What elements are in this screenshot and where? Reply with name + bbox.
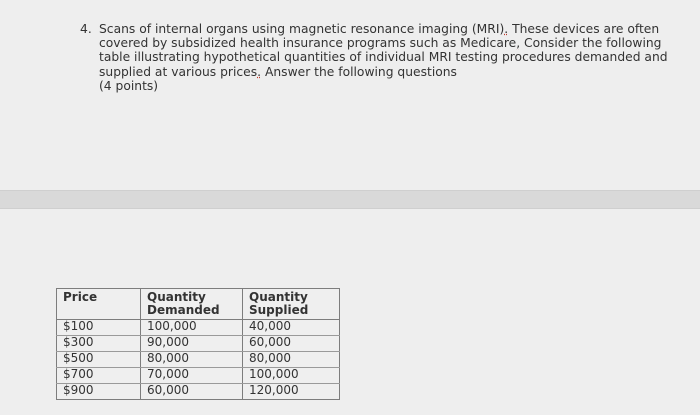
question-line-2-rest: Consider the following xyxy=(520,36,662,51)
question-points xyxy=(99,79,670,93)
cell-quantity-supplied: 40,000 xyxy=(243,320,340,336)
question-line-1 xyxy=(99,22,670,36)
question-line-4-rest: Answer the following questions xyxy=(261,64,457,79)
header-quantity-demanded: Quantity Demanded xyxy=(141,289,243,320)
question-line-3-text: table illustrating hypothetical quantities of individual MRI testing procedures demanded and xyxy=(99,50,668,65)
table-row xyxy=(57,384,340,400)
question-text xyxy=(99,22,670,93)
header-price: Price xyxy=(57,289,141,320)
question-line-2-text: covered by subsidized health insurance programs such as Medicare xyxy=(99,36,517,51)
cell-price: $500 xyxy=(57,352,141,368)
table-header-row xyxy=(57,289,340,320)
question-line-1-rest: These devices are often xyxy=(508,22,660,36)
question-line-4-text: supplied at various prices xyxy=(99,64,258,79)
cell-quantity-demanded: 70,000 xyxy=(141,368,243,384)
cell-price: $100 xyxy=(57,320,141,336)
cell-quantity-supplied: 120,000 xyxy=(243,384,340,400)
question-line-1-punct: . xyxy=(504,22,509,36)
table-row xyxy=(57,368,340,384)
table-row xyxy=(57,320,340,336)
cell-quantity-demanded: 80,000 xyxy=(141,352,243,368)
question-number: 4. xyxy=(80,22,92,36)
question-line-1-text: Scans of internal organs using magnetic resonance imaging (MRI) xyxy=(99,22,505,36)
question-line-4-punct: . xyxy=(257,64,262,79)
cell-quantity-demanded: 90,000 xyxy=(141,336,243,352)
question-block xyxy=(80,22,670,93)
cell-quantity-supplied: 60,000 xyxy=(243,336,340,352)
price-quantity-table-wrap xyxy=(56,288,340,400)
cell-quantity-demanded: 100,000 xyxy=(141,320,243,336)
separator-band xyxy=(0,190,700,209)
price-quantity-table xyxy=(56,288,340,400)
question-line-3 xyxy=(99,50,670,64)
cell-price: $300 xyxy=(57,336,141,352)
question-line-4 xyxy=(99,65,670,79)
table-row xyxy=(57,352,340,368)
cell-price: $700 xyxy=(57,368,141,384)
cell-quantity-demanded: 60,000 xyxy=(141,384,243,400)
header-quantity-supplied: Quantity Supplied xyxy=(243,289,340,320)
question-points-text: (4 points) xyxy=(99,78,159,93)
cell-quantity-supplied: 80,000 xyxy=(243,352,340,368)
question-line-2 xyxy=(99,36,670,50)
table-row xyxy=(57,336,340,352)
cell-quantity-supplied: 100,000 xyxy=(243,368,340,384)
question-line-2-punct: , xyxy=(516,36,521,51)
cell-price: $900 xyxy=(57,384,141,400)
